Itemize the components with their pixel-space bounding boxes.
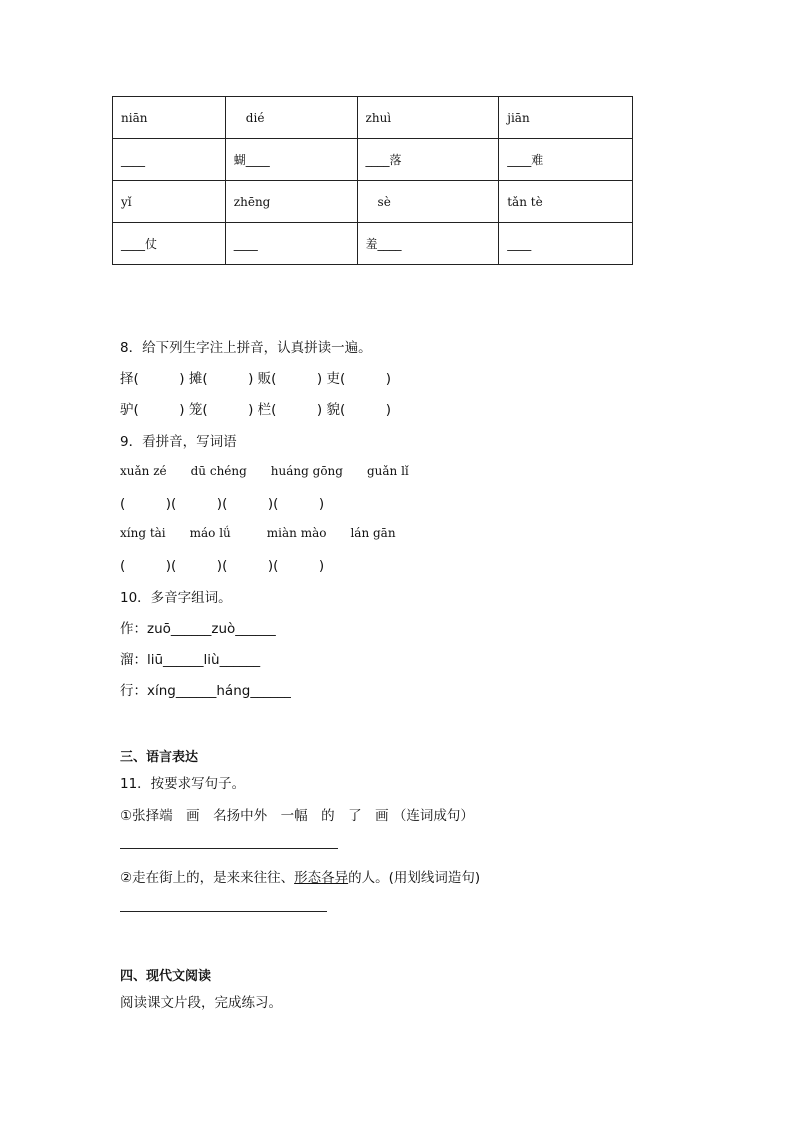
table-cell: yǐ [113,181,226,223]
table-cell: tǎn tè [499,181,633,223]
answer-line-2[interactable] [120,911,327,912]
table-cell: ____落 [357,139,499,181]
question-10-line-2: 溜：liū______liù______ [120,652,261,668]
table-row [113,97,633,139]
question-9-blanks-1: ( )( )( )( ) [120,496,325,512]
table-cell: ____ [499,223,633,265]
pinyin-table [112,96,633,265]
question-10-title: 10．多音字组词。 [120,590,232,606]
table-cell: dié [225,97,357,139]
question-9-pinyin-2: xíng tài máo lǘ miàn mào lán gān [120,526,396,540]
table-cell: ____ [113,139,226,181]
section-3-heading: 三、语言表达 [120,750,199,765]
table-row [113,139,633,181]
question-9-title: 9．看拼音，写词语 [120,434,237,450]
table-cell: ____仗 [113,223,226,265]
question-9-pinyin-1: xuǎn zé dū chéng huáng gōng guǎn lǐ [120,464,409,478]
question-10-line-1: 作：zuō______zuò______ [120,621,276,637]
question-11-item-2 [120,866,480,886]
table-cell: ____ [225,223,357,265]
question-8-line-2: 驴( ) 笼( ) 栏( ) 貌( ) [120,402,392,418]
table-cell: niān [113,97,226,139]
table-cell: sè [357,181,499,223]
question-11-item-1: ①张择端 画 名扬中外 一幅 的 了 画 （连词成句） [120,808,474,824]
question-10-line-3: 行：xíng______háng______ [120,683,291,699]
question-8-line-1: 择( ) 摊( ) 贩( ) 吏( ) [120,371,392,387]
table-cell: zhēng [225,181,357,223]
question-8-title: 8．给下列生字注上拼音，认真拼读一遍。 [120,340,372,356]
table-cell: jiān [499,97,633,139]
section-4-heading: 四、现代文阅读 [120,969,212,984]
table-cell: 羞____ [357,223,499,265]
table-row [113,181,633,223]
item-2-text-before: ②走在街上的，是来来往往、 [120,870,295,886]
table-cell: 蝴____ [225,139,357,181]
reading-instruction: 阅读课文片段，完成练习。 [120,995,282,1011]
question-11-title: 11．按要求写句子。 [120,776,246,792]
underlined-word: 形态各异 [294,870,349,886]
question-9-blanks-2: ( )( )( )( ) [120,558,325,574]
item-2-text-after: 的人。(用划线词造句) [348,870,481,886]
answer-line-1[interactable] [120,848,338,849]
table-row [113,223,633,265]
table-cell: zhuì [357,97,499,139]
table-cell: ____难 [499,139,633,181]
